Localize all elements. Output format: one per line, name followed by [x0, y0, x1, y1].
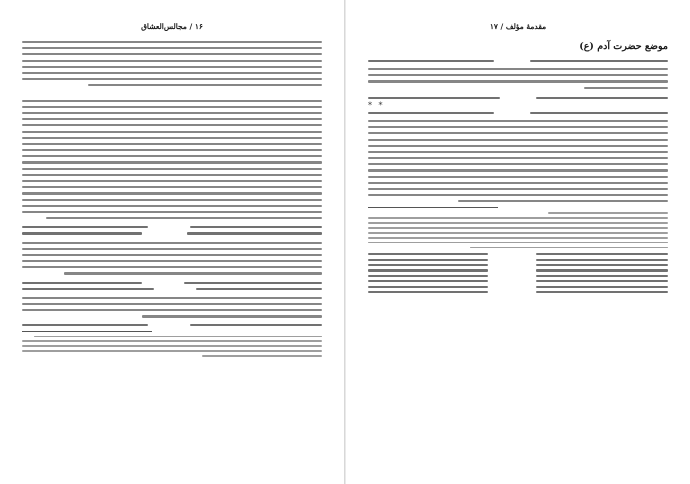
right-footnote-rule	[368, 207, 498, 208]
right-verse-3	[368, 112, 668, 114]
left-verse-3	[22, 324, 322, 326]
right-footnotes	[368, 212, 668, 248]
right-body-text-2	[368, 120, 668, 203]
right-verse-2	[368, 97, 668, 99]
left-verse-2	[22, 282, 322, 290]
left-verse-1	[22, 226, 322, 234]
left-footnotes	[22, 336, 322, 357]
right-footnote-verses	[368, 253, 668, 293]
left-footnote-rule	[22, 331, 152, 332]
left-body-text-3	[22, 297, 322, 318]
left-body-text-2	[22, 242, 322, 275]
right-page	[346, 0, 690, 484]
right-running-head: مقدمهٔ مؤلف / ۱۷	[489, 22, 547, 31]
right-body-text	[368, 68, 668, 89]
section-stars: * *	[368, 100, 385, 110]
right-verse-1	[368, 60, 668, 62]
left-body-text	[22, 41, 322, 219]
left-running-head: ۱۶ / مجالس‌العشاق	[141, 22, 203, 31]
section-heading: موضع حضرت آدم (ع)	[579, 41, 668, 52]
